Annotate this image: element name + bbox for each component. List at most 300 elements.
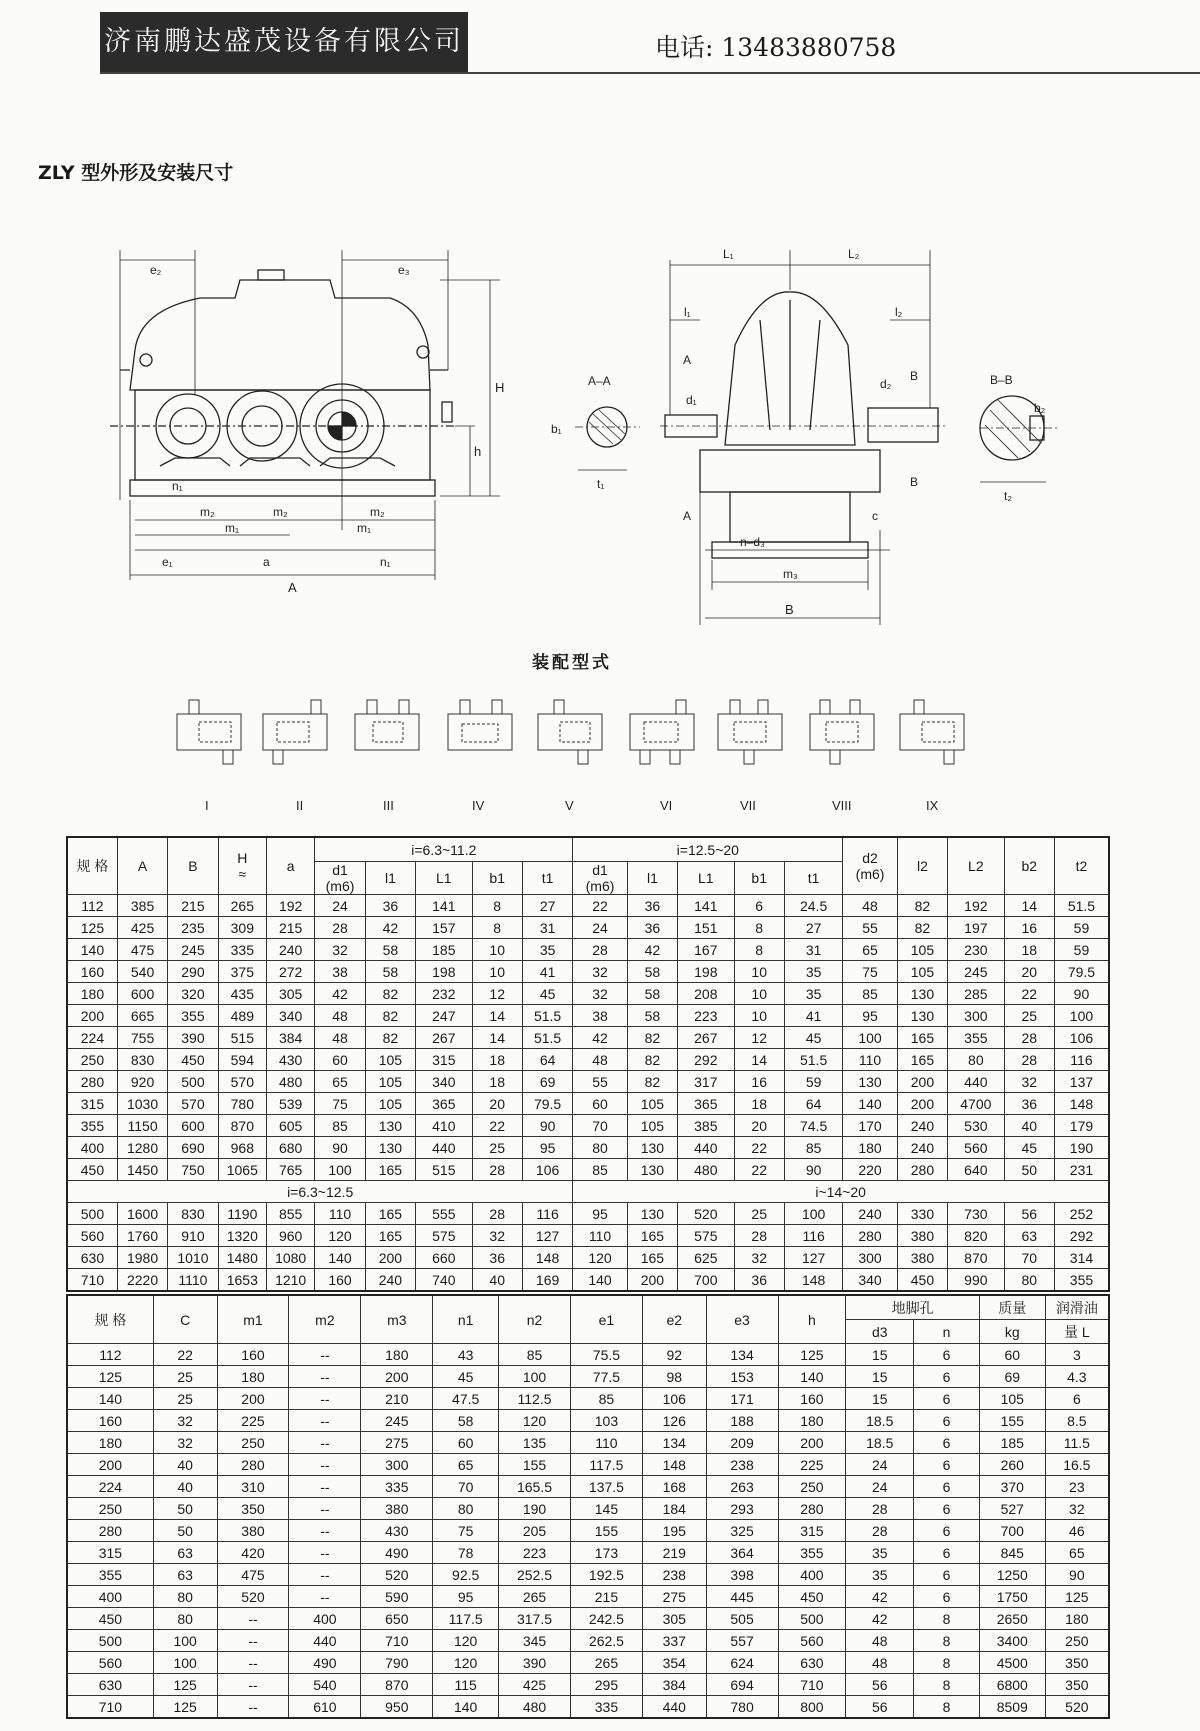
table-cell: 950: [361, 1696, 433, 1719]
table-cell: 58: [627, 983, 677, 1005]
table-cell: 127: [522, 1225, 572, 1247]
table-cell: 165: [627, 1247, 677, 1269]
table-cell: 77.5: [570, 1366, 642, 1388]
table-cell: 120: [433, 1652, 499, 1674]
table-cell: 160: [67, 961, 117, 983]
table-cell: 1210: [266, 1269, 314, 1292]
table-cell: 520: [1045, 1696, 1109, 1719]
table-cell: 140: [67, 1388, 153, 1410]
table-cell: 85: [843, 983, 897, 1005]
col-b1: b1: [734, 862, 784, 895]
table-cell: 440: [678, 1137, 734, 1159]
table-row: [67, 1388, 1109, 1410]
table-cell: 968: [218, 1137, 266, 1159]
svg-text:n₁: n₁: [380, 555, 391, 569]
table-cell: 8: [472, 895, 522, 917]
table-cell: 285: [948, 983, 1004, 1005]
table-cell: 200: [365, 1247, 415, 1269]
table-cell: 75.5: [570, 1344, 642, 1366]
table-cell: 8509: [979, 1696, 1045, 1719]
table-cell: 12: [472, 983, 522, 1005]
table-cell: 325: [706, 1520, 778, 1542]
table-cell: 112: [67, 1344, 153, 1366]
table-cell: 398: [706, 1564, 778, 1586]
table-cell: 51.5: [522, 1027, 572, 1049]
table-row: [67, 1049, 1109, 1071]
table-cell: 197: [948, 917, 1004, 939]
table-cell: 22: [1004, 983, 1054, 1005]
table-cell: 105: [365, 1071, 415, 1093]
table-cell: 116: [522, 1203, 572, 1225]
table-cell: 165.5: [499, 1476, 571, 1498]
table-cell: 290: [168, 961, 218, 983]
table-cell: 105: [897, 961, 947, 983]
table-cell: 275: [361, 1432, 433, 1454]
table-cell: 195: [642, 1520, 706, 1542]
svg-text:c: c: [872, 509, 878, 523]
table-cell: 43: [433, 1344, 499, 1366]
table-cell: 24: [315, 895, 365, 917]
table-cell: 32: [315, 939, 365, 961]
table-cell: 440: [948, 1071, 1004, 1093]
table-cell: 425: [499, 1674, 571, 1696]
col-a: a: [266, 837, 314, 895]
table-cell: 120: [573, 1247, 627, 1269]
table-cell: 380: [897, 1247, 947, 1269]
table-row: [67, 1586, 1109, 1608]
table-cell: 370: [979, 1476, 1045, 1498]
table-row: [67, 917, 1109, 939]
table-cell: 130: [843, 1071, 897, 1093]
table-cell: 80: [948, 1049, 1004, 1071]
table-cell: 590: [361, 1586, 433, 1608]
table-cell: --: [289, 1498, 361, 1520]
table-cell: --: [289, 1366, 361, 1388]
table-cell: 24: [573, 917, 627, 939]
table-cell: 130: [897, 1005, 947, 1027]
variant-label: V: [565, 798, 574, 813]
table-cell: 232: [416, 983, 472, 1005]
table-cell: 870: [218, 1115, 266, 1137]
table-cell: 292: [1054, 1225, 1109, 1247]
table-cell: 12: [734, 1027, 784, 1049]
table-cell: 650: [361, 1608, 433, 1630]
table-cell: 450: [67, 1159, 117, 1181]
table-cell: 6: [914, 1586, 980, 1608]
table-cell: 56: [1004, 1203, 1054, 1225]
table-cell: 48: [315, 1027, 365, 1049]
table-cell: 35: [784, 983, 842, 1005]
table-cell: 105: [979, 1388, 1045, 1410]
col-l1: l1: [365, 862, 415, 895]
col-kg: kg: [979, 1320, 1045, 1344]
table-cell: 505: [706, 1608, 778, 1630]
table-cell: 490: [361, 1542, 433, 1564]
table-cell: 309: [218, 917, 266, 939]
table-cell: 315: [67, 1542, 153, 1564]
table-cell: --: [289, 1520, 361, 1542]
table-cell: 560: [778, 1630, 846, 1652]
table-cell: 8: [734, 917, 784, 939]
table-cell: 8: [914, 1652, 980, 1674]
table-cell: 35: [522, 939, 572, 961]
svg-text:a: a: [263, 555, 270, 569]
table-cell: 92.5: [433, 1564, 499, 1586]
table-cell: 2220: [117, 1269, 167, 1292]
table-cell: 85: [784, 1137, 842, 1159]
table-cell: 36: [365, 895, 415, 917]
table-cell: 95: [522, 1137, 572, 1159]
table-cell: 240: [843, 1203, 897, 1225]
table-cell: 275: [642, 1586, 706, 1608]
table-cell: 125: [67, 1366, 153, 1388]
table-cell: 630: [67, 1674, 153, 1696]
table-cell: 58: [627, 1005, 677, 1027]
table-cell: 390: [499, 1652, 571, 1674]
svg-text:A: A: [683, 509, 692, 523]
table-cell: 63: [153, 1564, 217, 1586]
table-cell: 98: [642, 1366, 706, 1388]
table-cell: 106: [522, 1159, 572, 1181]
table-cell: 141: [678, 895, 734, 917]
table-cell: 45: [433, 1366, 499, 1388]
table-cell: 28: [472, 1203, 522, 1225]
table-cell: 116: [784, 1225, 842, 1247]
table-cell: 80: [433, 1498, 499, 1520]
table-cell: 335: [570, 1696, 642, 1719]
table-cell: 10: [734, 961, 784, 983]
table-cell: 192: [948, 895, 1004, 917]
table-cell: 148: [642, 1454, 706, 1476]
table-cell: 560: [67, 1652, 153, 1674]
table-cell: 126: [642, 1410, 706, 1432]
table-cell: 425: [117, 917, 167, 939]
svg-text:d₂: d₂: [880, 377, 892, 391]
table-cell: 480: [678, 1159, 734, 1181]
table-cell: 125: [153, 1696, 217, 1719]
table-cell: 1010: [168, 1247, 218, 1269]
table-cell: 165: [365, 1225, 415, 1247]
svg-text:n₁: n₁: [172, 479, 183, 493]
table-cell: 8: [914, 1630, 980, 1652]
table-cell: 117.5: [433, 1608, 499, 1630]
table-cell: 22: [573, 895, 627, 917]
table-cell: 340: [843, 1269, 897, 1292]
table-cell: 14: [472, 1027, 522, 1049]
table-cell: 155: [499, 1454, 571, 1476]
table-cell: 830: [117, 1049, 167, 1071]
table-cell: 95: [843, 1005, 897, 1027]
col-n: n: [914, 1320, 980, 1344]
table-cell: 180: [67, 1432, 153, 1454]
table-cell: 41: [784, 1005, 842, 1027]
svg-text:m₁: m₁: [225, 521, 240, 535]
table-cell: 640: [948, 1159, 1004, 1181]
table-cell: 205: [499, 1520, 571, 1542]
table-cell: 51.5: [1054, 895, 1109, 917]
table-cell: --: [289, 1344, 361, 1366]
table-cell: 225: [778, 1454, 846, 1476]
table-cell: 27: [522, 895, 572, 917]
table-row: [67, 1115, 1109, 1137]
table-cell: 8: [914, 1608, 980, 1630]
table-cell: 40: [1004, 1115, 1054, 1137]
table-cell: 384: [642, 1674, 706, 1696]
table-cell: 262.5: [570, 1630, 642, 1652]
table-cell: 380: [897, 1225, 947, 1247]
dimension-table-1: [66, 836, 1110, 1292]
table-cell: 6: [914, 1344, 980, 1366]
table-cell: 10: [472, 961, 522, 983]
table-cell: 36: [472, 1247, 522, 1269]
table-cell: 58: [433, 1410, 499, 1432]
table-cell: 960: [266, 1225, 314, 1247]
col-L1: L1: [678, 862, 734, 895]
table-cell: 28: [472, 1159, 522, 1181]
table-cell: 1110: [168, 1269, 218, 1292]
table-cell: 116: [1054, 1049, 1109, 1071]
table-cell: 230: [948, 939, 1004, 961]
svg-text:m₂: m₂: [273, 505, 288, 519]
table-cell: 200: [67, 1454, 153, 1476]
col-H: H ≈: [218, 837, 266, 895]
table-cell: 42: [573, 1027, 627, 1049]
col-C: C: [153, 1295, 217, 1344]
table-cell: 40: [472, 1269, 522, 1292]
variant-II: [263, 700, 327, 764]
table-cell: 32: [1004, 1071, 1054, 1093]
variant-IV: [448, 700, 512, 750]
assembly-variants: [0, 694, 1200, 814]
table-cell: 100: [499, 1366, 571, 1388]
table-cell: 380: [217, 1520, 289, 1542]
table-cell: 198: [678, 961, 734, 983]
table-cell: 14: [1004, 895, 1054, 917]
table-cell: 225: [217, 1410, 289, 1432]
table-cell: 350: [1045, 1652, 1109, 1674]
table-cell: 780: [218, 1093, 266, 1115]
table-cell: 22: [734, 1137, 784, 1159]
table-cell: 180: [843, 1137, 897, 1159]
table-cell: 765: [266, 1159, 314, 1181]
table-cell: 6: [1045, 1388, 1109, 1410]
svg-text:m₃: m₃: [783, 567, 798, 581]
table-cell: 560: [948, 1137, 1004, 1159]
table-cell: --: [289, 1454, 361, 1476]
table-row: [67, 1630, 1109, 1652]
table-cell: 80: [573, 1137, 627, 1159]
table2-body: [67, 1344, 1109, 1719]
table-row: [67, 895, 1109, 917]
table-cell: 600: [117, 983, 167, 1005]
table-cell: 355: [948, 1027, 1004, 1049]
table-cell: 420: [217, 1542, 289, 1564]
table-row: [67, 1093, 1109, 1115]
table-cell: 56: [846, 1674, 914, 1696]
table-cell: 18: [472, 1071, 522, 1093]
section-title: ZLY 型外形及安装尺寸: [38, 162, 234, 184]
table-cell: 82: [627, 1071, 677, 1093]
svg-text:e₁: e₁: [162, 555, 173, 569]
table-cell: 22: [472, 1115, 522, 1137]
table-cell: 167: [678, 939, 734, 961]
table-row: [67, 1454, 1109, 1476]
table-cell: 59: [784, 1071, 842, 1093]
svg-text:b₂: b₂: [1034, 401, 1046, 415]
table-cell: 500: [778, 1608, 846, 1630]
table-cell: 240: [897, 1137, 947, 1159]
table-cell: 179: [1054, 1115, 1109, 1137]
table-cell: 215: [168, 895, 218, 917]
table-cell: 1980: [117, 1247, 167, 1269]
svg-text:L₁: L₁: [723, 247, 734, 261]
table-cell: 58: [627, 961, 677, 983]
table-cell: 18: [734, 1093, 784, 1115]
table1-ratio-row: [67, 1181, 1109, 1203]
table-cell: 100: [784, 1203, 842, 1225]
col-b1: b1: [472, 862, 522, 895]
variant-label: VIII: [832, 798, 852, 813]
table-cell: 4.3: [1045, 1366, 1109, 1388]
table-cell: 115: [433, 1674, 499, 1696]
table-cell: 430: [266, 1049, 314, 1071]
table-row: [67, 1564, 1109, 1586]
variant-V: [538, 700, 602, 764]
col-l1: l1: [627, 862, 677, 895]
col-d1: d1 (m6): [573, 862, 627, 895]
table-cell: 184: [642, 1498, 706, 1520]
col-A: A: [117, 837, 167, 895]
table-cell: 300: [843, 1247, 897, 1269]
table-cell: 730: [948, 1203, 1004, 1225]
table-cell: 6: [914, 1388, 980, 1410]
table-cell: 79.5: [1054, 961, 1109, 983]
table-row: [67, 1498, 1109, 1520]
table-cell: 100: [153, 1652, 217, 1674]
table-row: [67, 1674, 1109, 1696]
table-cell: 140: [67, 939, 117, 961]
table-cell: 1080: [266, 1247, 314, 1269]
table-cell: 208: [678, 983, 734, 1005]
table-cell: 625: [678, 1247, 734, 1269]
table-cell: 90: [522, 1115, 572, 1137]
table-cell: 24: [846, 1454, 914, 1476]
table-cell: 35: [846, 1542, 914, 1564]
table-cell: 27: [784, 917, 842, 939]
table-cell: 340: [416, 1071, 472, 1093]
table-cell: --: [217, 1652, 289, 1674]
table-cell: --: [217, 1674, 289, 1696]
table-cell: 780: [706, 1696, 778, 1719]
table-cell: 165: [897, 1027, 947, 1049]
table-cell: 6: [914, 1520, 980, 1542]
table-cell: 317.5: [499, 1608, 571, 1630]
table-cell: 125: [1045, 1586, 1109, 1608]
table-cell: 50: [153, 1520, 217, 1542]
table-cell: 245: [948, 961, 1004, 983]
table-cell: 32: [153, 1410, 217, 1432]
table-cell: 130: [365, 1115, 415, 1137]
table-cell: 710: [67, 1696, 153, 1719]
table-cell: 445: [706, 1586, 778, 1608]
table-cell: 125: [778, 1344, 846, 1366]
table-cell: 69: [979, 1366, 1045, 1388]
table-cell: 400: [67, 1137, 117, 1159]
table-cell: 79.5: [522, 1093, 572, 1115]
table-cell: 247: [416, 1005, 472, 1027]
table-cell: 11.5: [1045, 1432, 1109, 1454]
table-cell: 6: [914, 1476, 980, 1498]
variant-VI: [630, 700, 694, 764]
table-cell: 3400: [979, 1630, 1045, 1652]
table-cell: 240: [266, 939, 314, 961]
ratio-label-1: i=6.3~12.5: [67, 1181, 573, 1203]
table-cell: 48: [315, 1005, 365, 1027]
table-cell: 215: [570, 1586, 642, 1608]
dimension-table-2: [66, 1294, 1110, 1719]
col-n2: n2: [499, 1295, 571, 1344]
table-row: [67, 1203, 1109, 1225]
svg-text:B–B: B–B: [990, 373, 1013, 387]
table-cell: 694: [706, 1674, 778, 1696]
table-cell: 624: [706, 1652, 778, 1674]
table-cell: 140: [778, 1366, 846, 1388]
table-cell: 710: [778, 1674, 846, 1696]
table-row: [67, 1159, 1109, 1181]
table-cell: 32: [573, 983, 627, 1005]
table-cell: 800: [778, 1696, 846, 1719]
table-cell: 375: [218, 961, 266, 983]
col-L1: L1: [416, 862, 472, 895]
svg-text:t₂: t₂: [1004, 489, 1012, 503]
table-cell: 103: [570, 1410, 642, 1432]
table-row: [67, 1344, 1109, 1366]
table-cell: 38: [573, 1005, 627, 1027]
table-cell: 710: [361, 1630, 433, 1652]
table-cell: 272: [266, 961, 314, 983]
table-cell: 260: [979, 1454, 1045, 1476]
table-cell: 570: [168, 1093, 218, 1115]
table-cell: 365: [416, 1093, 472, 1115]
table-cell: 160: [67, 1410, 153, 1432]
table-cell: 570: [218, 1071, 266, 1093]
table-cell: 280: [778, 1498, 846, 1520]
table-cell: 350: [217, 1498, 289, 1520]
table1-body-b: [67, 1203, 1109, 1292]
col-t1: t1: [784, 862, 842, 895]
table-cell: 219: [642, 1542, 706, 1564]
table-cell: 25: [1004, 1005, 1054, 1027]
table-cell: 220: [843, 1159, 897, 1181]
table-cell: 700: [678, 1269, 734, 1292]
col-oil: 润滑油: [1045, 1295, 1109, 1320]
table-cell: --: [289, 1586, 361, 1608]
table-cell: 292: [678, 1049, 734, 1071]
table-cell: 575: [678, 1225, 734, 1247]
table-cell: 630: [67, 1247, 117, 1269]
table-cell: 106: [1054, 1027, 1109, 1049]
table-cell: 20: [472, 1093, 522, 1115]
table-cell: 475: [217, 1564, 289, 1586]
table-cell: 215: [266, 917, 314, 939]
table-cell: 540: [117, 961, 167, 983]
table-cell: 58: [365, 939, 415, 961]
table-cell: 47.5: [433, 1388, 499, 1410]
table-cell: 250: [67, 1049, 117, 1071]
table-cell: 64: [784, 1093, 842, 1115]
table-cell: 148: [1054, 1093, 1109, 1115]
table-cell: 267: [678, 1027, 734, 1049]
